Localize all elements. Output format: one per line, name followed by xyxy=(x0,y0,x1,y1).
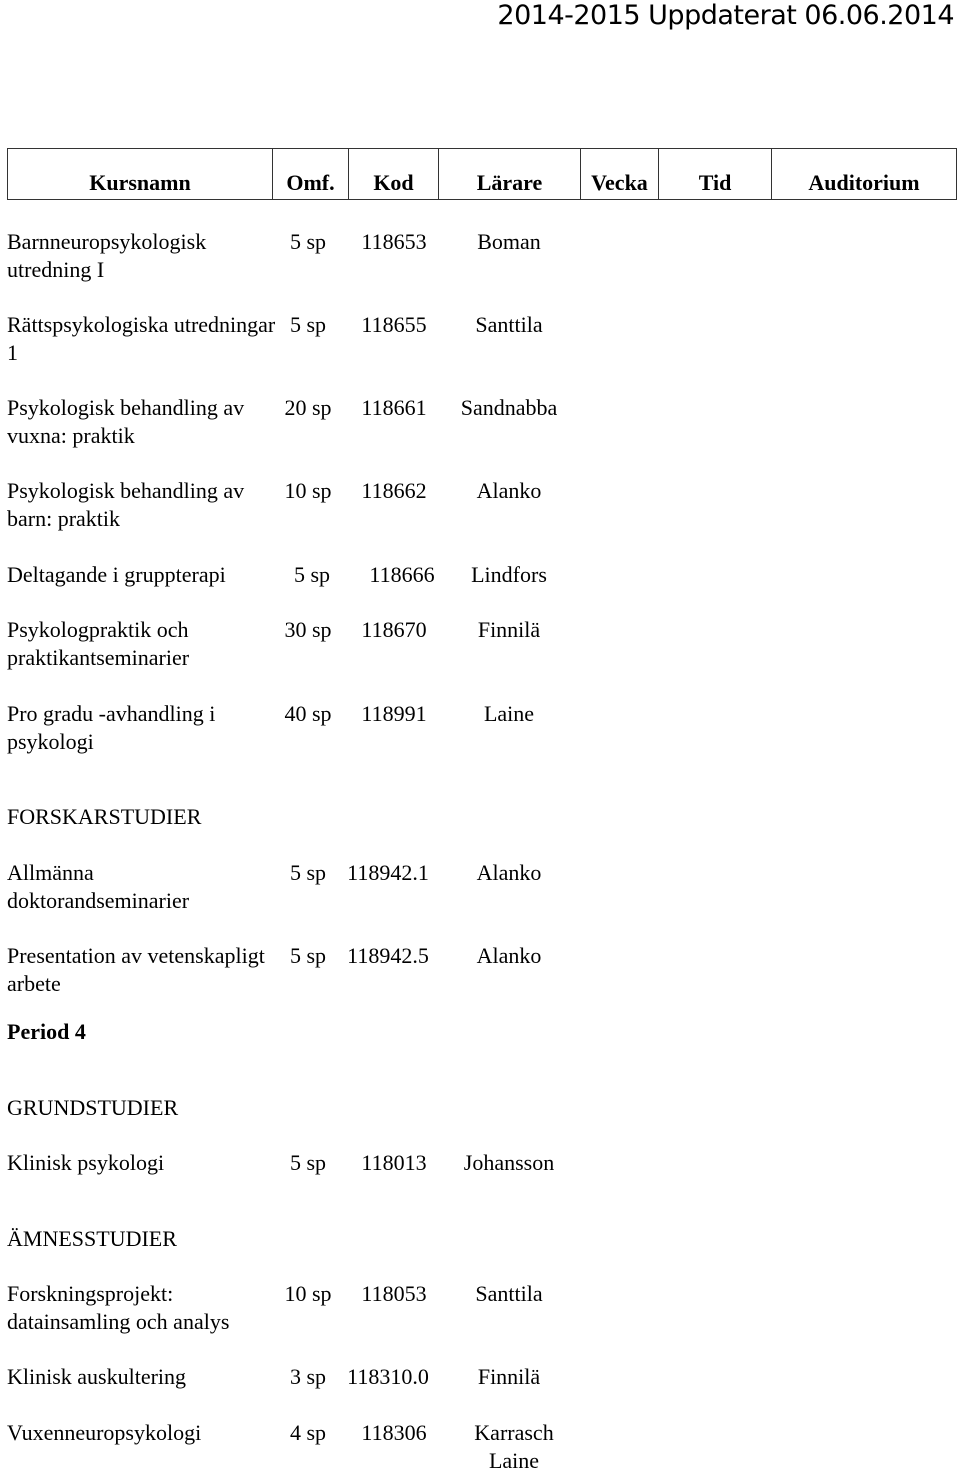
section-heading-grundstudier: GRUNDSTUDIER xyxy=(7,1095,179,1120)
course-name: Psykologpraktik och praktikantseminarier xyxy=(7,617,190,670)
course-kod: 118306 xyxy=(361,1420,427,1445)
course-kod: 118653 xyxy=(361,229,427,254)
course-kod: 118670 xyxy=(361,617,427,642)
course-larare: Finnilä xyxy=(477,1364,541,1389)
course-name: Rättspsykologiska utredningar 1 xyxy=(7,312,276,365)
col-omf: Omf. xyxy=(273,149,349,199)
course-larare: Santtila xyxy=(475,312,543,337)
course-kod: 118662 xyxy=(361,478,427,503)
course-name: Klinisk auskultering xyxy=(7,1364,187,1389)
course-omf: 20 sp xyxy=(284,395,332,420)
course-larare: Alanko xyxy=(476,860,542,885)
course-omf: 5 sp xyxy=(289,312,327,337)
course-name: Vuxenneuropsykologi xyxy=(7,1420,202,1445)
course-omf: 10 sp xyxy=(284,1281,332,1306)
course-name: Forskningsprojekt: datainsamling och analys xyxy=(7,1281,230,1334)
section-heading-forskarstudier: FORSKARSTUDIER xyxy=(7,804,202,829)
col-vecka: Vecka xyxy=(581,149,659,199)
course-kod: 118991 xyxy=(361,701,427,726)
course-larare: Laine xyxy=(483,701,535,726)
course-table-header xyxy=(7,148,957,200)
course-omf: 10 sp xyxy=(284,478,332,503)
course-kod: 118053 xyxy=(361,1281,427,1306)
course-name: Psykologisk behandling av vuxna: praktik xyxy=(7,395,245,448)
course-kod: 118013 xyxy=(361,1150,427,1175)
course-omf: 40 sp xyxy=(284,701,332,726)
course-omf: 5 sp xyxy=(289,229,327,254)
col-tid: Tid xyxy=(659,149,772,199)
course-larare: Lindfors xyxy=(471,562,547,587)
course-larare: Karrasch Laine xyxy=(474,1420,554,1473)
course-name: Psykologisk behandling av barn: praktik xyxy=(7,478,245,531)
course-kod: 118661 xyxy=(361,395,427,420)
course-larare: Johansson xyxy=(463,1150,555,1175)
course-omf: 3 sp xyxy=(289,1364,327,1389)
course-name: Barnneuropsykologisk utredning I xyxy=(7,229,207,282)
course-omf: 4 sp xyxy=(289,1420,327,1445)
course-kod: 118666 xyxy=(369,562,435,587)
course-omf: 5 sp xyxy=(289,1150,327,1175)
course-omf: 5 sp xyxy=(293,562,331,587)
course-omf: 30 sp xyxy=(284,617,332,642)
col-larare: Lärare xyxy=(439,149,581,199)
course-kod: 118942.5 xyxy=(347,943,429,968)
section-heading-amnesstudier: ÄMNESSTUDIER xyxy=(7,1226,177,1251)
col-kursnamn: Kursnamn xyxy=(8,149,273,199)
course-name: Pro gradu -avhandling i psykologi xyxy=(7,701,216,754)
col-kod: Kod xyxy=(349,149,439,199)
course-name: Klinisk psykologi xyxy=(7,1150,165,1175)
period-heading: Period 4 xyxy=(7,1019,86,1044)
course-kod: 118942.1 xyxy=(347,860,429,885)
course-name: Presentation av vetenskapligt arbete xyxy=(7,943,265,996)
course-name: Deltagande i gruppterapi xyxy=(7,562,226,587)
course-larare: Finnilä xyxy=(477,617,541,642)
course-larare: Alanko xyxy=(476,478,542,503)
course-larare: Sandnabba xyxy=(460,395,558,420)
course-kod: 118655 xyxy=(361,312,427,337)
document-header-title: 2014-2015 Uppdaterat 06.06.2014 xyxy=(497,0,954,31)
course-larare: Alanko xyxy=(476,943,542,968)
course-kod: 118310.0 xyxy=(347,1364,429,1389)
col-auditorium: Auditorium xyxy=(808,170,920,195)
course-omf: 5 sp xyxy=(289,943,327,968)
course-name: Allmänna doktorandseminarier xyxy=(7,860,190,913)
course-larare: Boman xyxy=(477,229,541,254)
course-omf: 5 sp xyxy=(289,860,327,885)
course-larare: Santtila xyxy=(475,1281,543,1306)
